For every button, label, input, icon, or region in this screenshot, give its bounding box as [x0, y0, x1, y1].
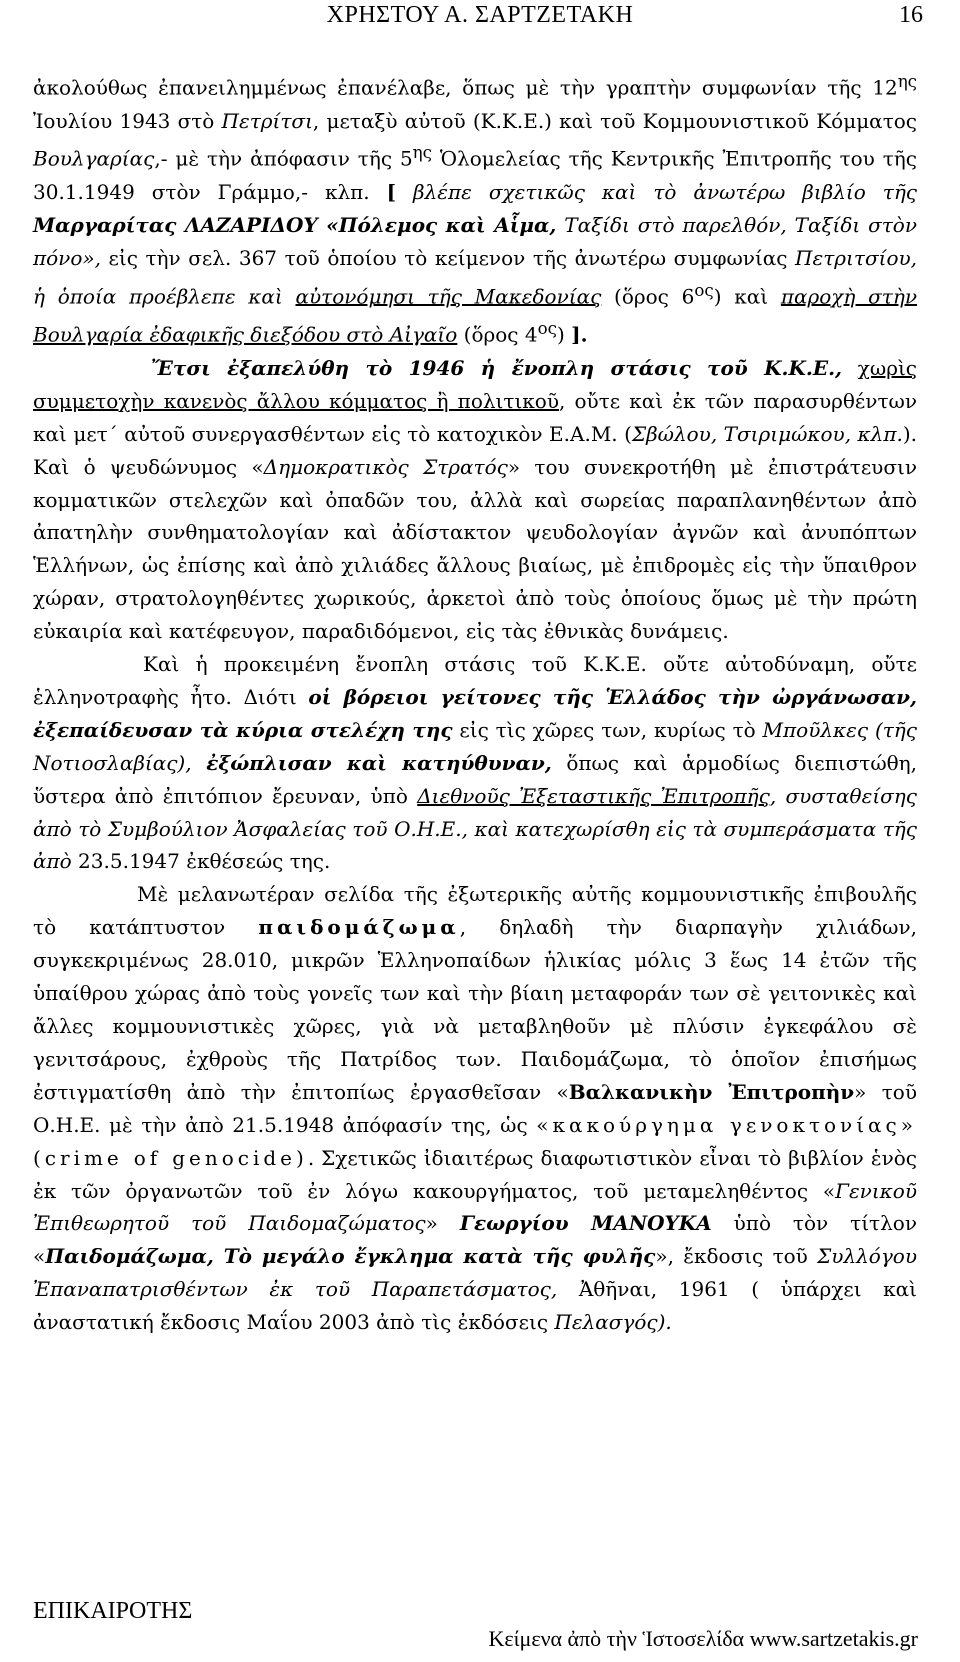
paragraph-2 [33, 352, 917, 648]
text-run: (ὅρος 4 [457, 322, 538, 347]
paragraph-1 [33, 66, 917, 352]
page-body [33, 66, 917, 1339]
italic-run: Πετρίτσι [221, 108, 313, 133]
underlined-italic-run: αὐτονόμησι τῆς Μακεδονίας [295, 284, 602, 309]
bold-run: Βαλκανικὴν Ἐπιτροπὴν [568, 1079, 855, 1104]
page-number: 16 [899, 2, 923, 28]
text-run: 23.5.1947 ἐκθέσεώς της. [71, 849, 331, 874]
footer-source: Κείμενα ἀπὸ τὴν Ἱστοσελίδα www.sartzetakis.gr [488, 1626, 918, 1651]
italic-run: Πετριτσίου, ἡ ὁποία προέβλεπε καὶ [33, 245, 917, 309]
text-run: , μεταξὺ αὐτοῦ (Κ.Κ.Ε.) καὶ τοῦ Κομμουνιστικοῦ Κόμματος [312, 108, 917, 133]
underlined-italic-run: Διεθνοῦς Ἐξεταστικῆς Ἐπιτροπῆς [417, 783, 770, 808]
bold-italic-run: Ἔτσι ἐξαπελύθη τὸ 1946 ἡ ἔνοπλη στάσις τοῦ Κ.Κ.Ε., [151, 355, 842, 380]
text-run: Καὶ ἡ προκειμένη ἔνοπλη στάσις τοῦ Κ.Κ.Ε. οὔτε αὐτοδύναμη, οὔτε ἑλληνοτραφὴς ἦτο. Διότι [33, 652, 917, 709]
text-run: » [425, 1211, 460, 1236]
bold-italic-run: ἐξώπλισαν καὶ κατηύθυναν, [206, 750, 552, 775]
text-run: Ἀθῆναι, 1961 ( ὑπάρχει καὶ ἀναστατική ἔκδοσις Μαΐου 2003 ἀπὸ τὶς ἐκδόσεις [33, 1277, 918, 1335]
text-run: ὅπως καὶ ἁρμοδίως διεπιστώθη, ὕστερα ἀπὸ ἐπιτόπιον ἔρευναν, ὑπὸ [33, 750, 918, 808]
italic-run: βλέπε σχετικῶς καὶ τὸ ἀνωτέρω βιβλίο τῆς [396, 180, 918, 205]
paragraph-4 [33, 878, 917, 1339]
bold-italic-run: οἱ βόρειοι γείτονες τῆς Ἑλλάδος τὴν ὠργάνωσαν, ἐξεπαίδευσαν τὰ κύρια στελέχη της [33, 684, 917, 742]
text-run: » του συνεκροτήθη μὲ ἐπιστράτευσιν κομματικῶν στελεχῶν καὶ ὀπαδῶν του, ἀλλὰ καὶ σωρείας παραπλανηθέντων ἀπὸ ἀπατηλὴν συνθηματολογίαν καὶ ἀδίστακτον ψευδολογίαν ἀγνῶν καὶ ἀνυπόπτων Ἑλλήνων, ὡς ἐπίσης καὶ ἀπὸ χιλιάδες ἄλλους βιαίως, μὲ ἐπιδρομὲς εἰς τὴν ὕπαιθρον χώραν, στρατολογηθέντες χωρικούς, ἀρκετοὶ ἀπὸ τοὺς ὁποίους ὅμως μὲ τὴν πρώτη εὐκαιρία καὶ κατέφευγον, παραδιδόμενοι, εἰς τὰς ἐθνικὰς δυνάμεις. [33, 454, 917, 644]
text-run: εἰς τὶς χῶρες των, κυρίως τὸ [452, 717, 763, 742]
text-run: » τοῦ Ο.Η.Ε. μὲ τὴν ἀπὸ 21.5.1948 ἀπόφασίν της, ὡς [33, 1079, 918, 1137]
bracket-open: [ [386, 180, 397, 205]
text-run [842, 356, 858, 380]
text-run: ) καὶ [713, 284, 781, 309]
text-run: εἰς τὴν σελ. 367 τοῦ ὁποίου τὸ κείμενον τῆς ἀνωτέρω συμφωνίας [100, 245, 796, 270]
italic-run: Σβώλου, Τσιριμώκου, κλπ. [631, 421, 903, 446]
bracket-close: ]. [571, 322, 588, 347]
text-run: Μὲ μελανωτέραν σελίδα τῆς ἐξωτερικῆς αὐτῆς κομμουνιστικῆς ἐπιβουλῆς τὸ κατάπτυστον [33, 882, 917, 940]
italic-run: Βουλγαρίας [33, 147, 155, 172]
text-run [192, 751, 207, 775]
text-run: Ἰουλίου 1943 στὸ [33, 108, 222, 133]
text-run: ). Καὶ ὁ ψευδώνυμος « [33, 421, 917, 479]
text-run: ) [556, 322, 572, 347]
superscript: ος [537, 319, 557, 339]
page-header [0, 0, 960, 40]
text-run: , δηλαδὴ τὴν διαρπαγὴν χιλιάδων, συγκεκριμένως 28.010, μικρῶν Ἑλληνοπαίδων ἡλικίας μόλις 3 ἕως 14 ἐτῶν τῆς ὑπαίθρου χώρας ἀπὸ τοὺς γονεῖς των καὶ τὴν βίαιη μεταφοράν των σὲ γειτονικὲς καὶ ἄλλες κομμουνιστικὲς χῶρες, γιὰ νὰ μεταβληθοῦν μὲ πλύσιν ἐγκεφάλου σὲ γενιτσάρους, ἐχθροὺς τῆς Πατρίδος των. Παιδομάζωμα, τὸ ὁποῖον ἐπισήμως ἐστιγματίσθη ἀπὸ τὴν ἐπιτοπίως ἐργασθεῖσαν « [33, 915, 917, 1104]
text-run: , οὔτε καὶ ἐκ τῶν παρασυρθέντων καὶ μετ΄ αὐτοῦ συνεργασθέντων εἰς τὸ κατοχικὸν Ε.Α.Μ. ( [33, 388, 917, 446]
paragraph-3 [33, 648, 917, 878]
italic-run: καὶ κατεχωρίσθη εἰς τὰ συμπεράσματα τῆς ἀπὸ [33, 816, 917, 874]
italic-run: Μποῦλκες (τῆς Νοτιοσλαβίας), [33, 717, 917, 775]
spaced-bold-run: παιδομάζωμα [258, 915, 460, 940]
superscript: ος [694, 280, 714, 300]
superscript: ης [412, 143, 432, 163]
text-run: », ἔκδοσις τοῦ [655, 1244, 818, 1269]
book-author-title: Μαργαρίτας ΛΑΖΑΡΙΔΟΥ «Πόλεμος καὶ Αἷμα, [33, 212, 557, 237]
footer-publication: ΕΠΙΚΑΙΡΟΤΗΣ [33, 1598, 193, 1624]
italic-run: Συλλόγου Ἐπαναπατρισθέντων ἐκ τοῦ Παραπετάσματος, [33, 1244, 917, 1302]
text-run: ἀκολούθως ἐπανειλημμένως ἐπανέλαβε, ὅπως μὲ τὴν γραπτὴν συμφωνίαν τῆς 12 [33, 75, 898, 100]
italic-run: , συσταθείσης ἀπὸ τὸ Συμβούλιον Ἀσφαλείας τοῦ Ο.Η.Ε., [33, 783, 917, 841]
spaced-run: «κακούργημα γενοκτονίας» (crime of genocide) [33, 1112, 917, 1170]
text-run: (ὅρος 6 [601, 284, 695, 309]
italic-run: Γενικοῦ Ἐπιθεωρητοῦ τοῦ Παιδομαζώματος [33, 1178, 917, 1236]
italic-run: Ταξίδι στὸ παρελθόν, Ταξίδι στὸν πόνο», [33, 212, 917, 270]
text-run: ὑπὸ τὸν τίτλον « [33, 1211, 917, 1269]
superscript: ης [897, 72, 917, 91]
italic-run: Πελασγός). [554, 1310, 672, 1335]
text-run: . Σχετικῶς ἰδιαιτέρως διαφωτιστικὸν εἶναι τὸ βιβλίον ἑνὸς ἐκ τῶν ὀργανωτῶν τοῦ ἐν λόγω κακουργήματος, τοῦ μεταμεληθέντος « [33, 1145, 917, 1203]
italic-run: Δημοκρατικὸς Στρατός [263, 454, 508, 479]
text-run: Ὁλομελείας τῆς Κεντρικῆς Ἐπιτροπῆς του τῆς 30.1.1949 στὸν Γράμμο,- κλπ. [33, 147, 917, 205]
text-run: ,- μὲ τὴν ἀπόφασιν τῆς 5 [154, 147, 413, 172]
bold-italic-run: Γεωργίου ΜΑΝΟΥΚΑ [459, 1211, 712, 1236]
underlined-italic-run: παροχὴ στὴν Βουλγαρία ἐδαφικῆς διεξόδου στὸ Αἰγαῖο [33, 284, 917, 347]
running-title: ΧΡΗΣΤΟΥ Α. ΣΑΡΤΖΕΤΑΚΗ [326, 2, 634, 28]
bold-italic-run: Παιδομάζωμα, Τὸ μεγάλο ἔγκλημα κατὰ τῆς φυλῆς [45, 1244, 656, 1269]
underlined-run: χωρὶς συμμετοχὴν κανενὸς ἄλλου κόμματος ἢ πολιτικοῦ [33, 355, 917, 413]
